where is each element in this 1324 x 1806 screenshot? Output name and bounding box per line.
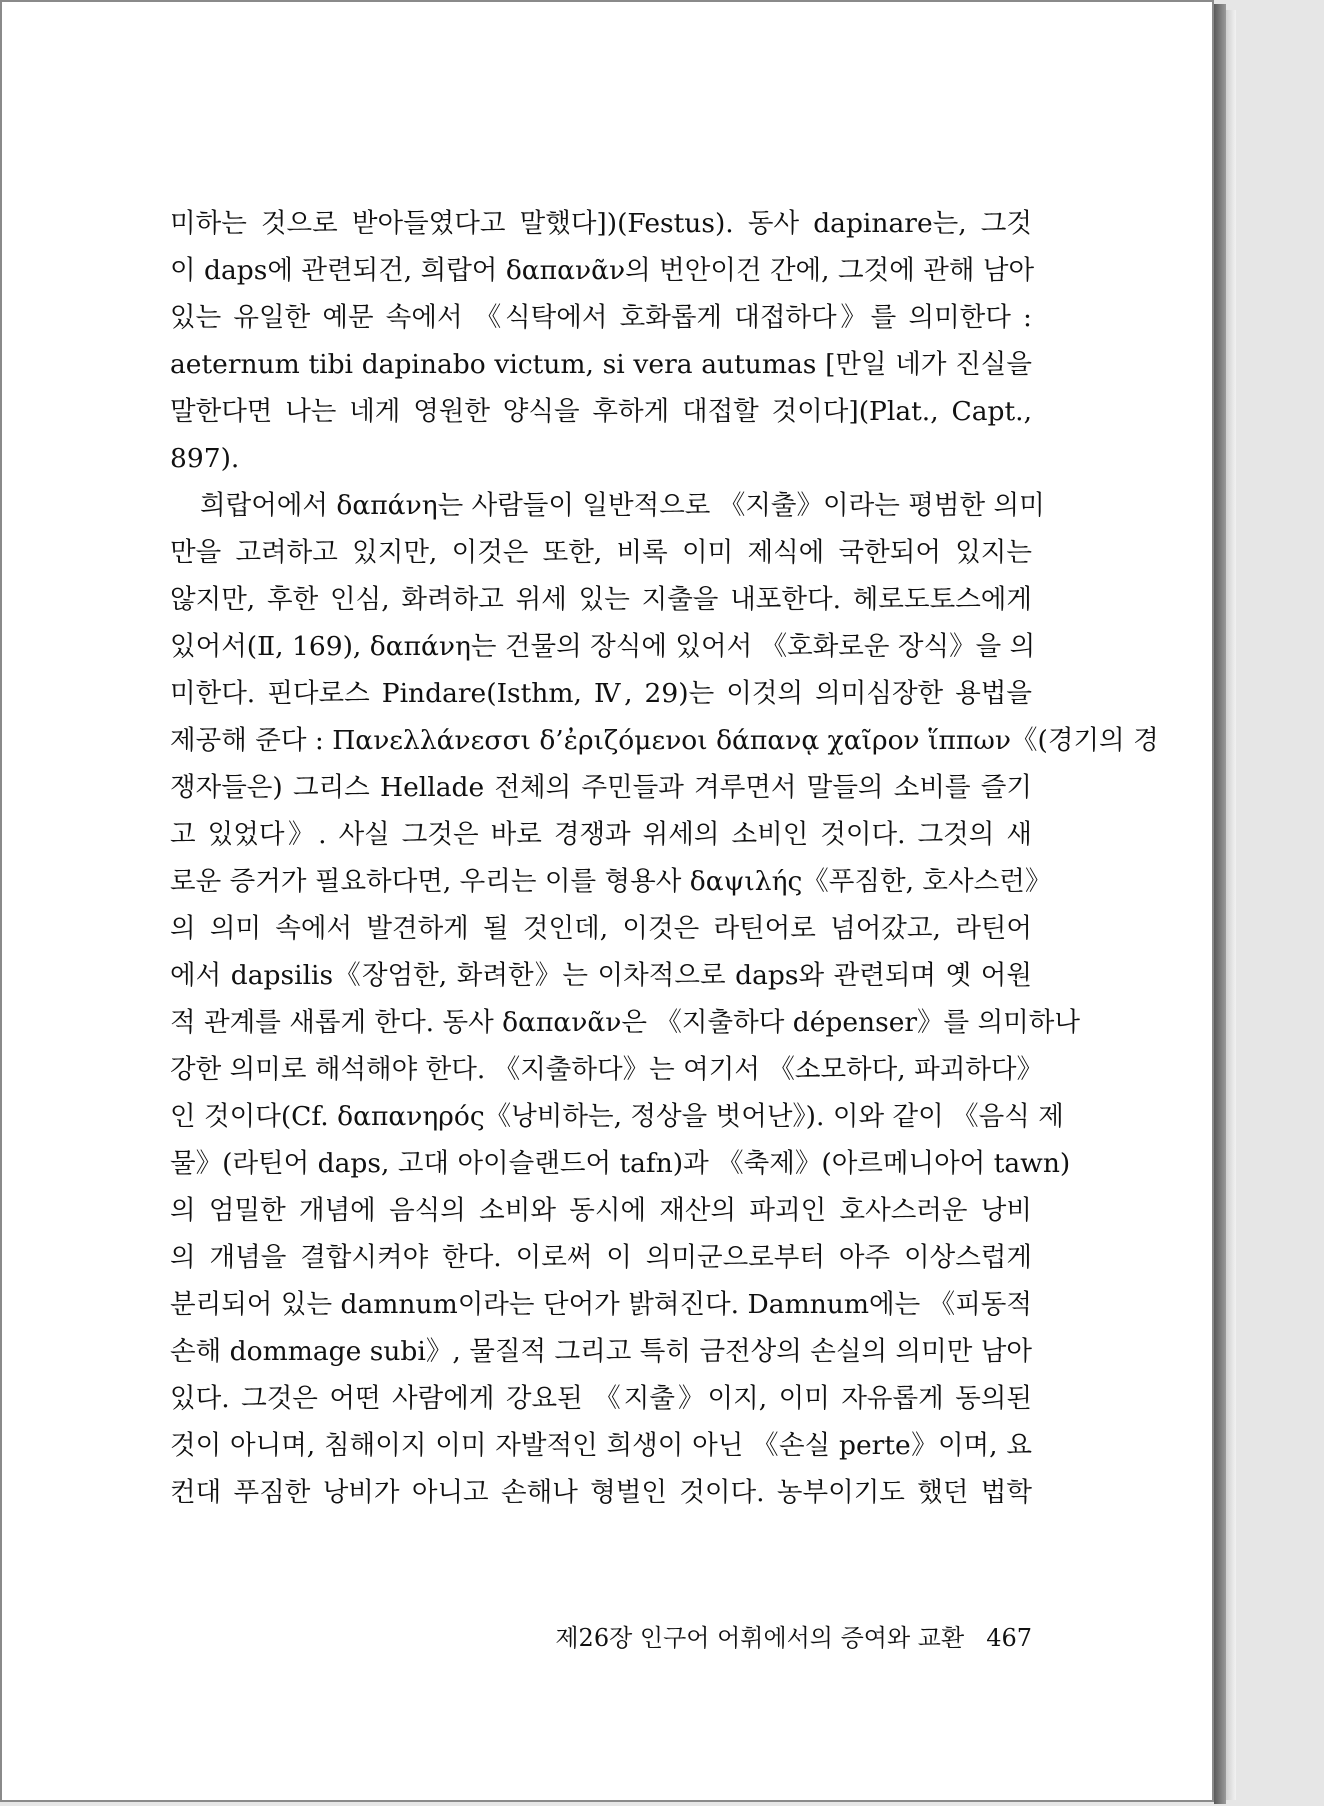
text-line: 미하는 것으로 받아들였다고 말했다])(Festus). 동사 dapinare는, 그것 bbox=[170, 208, 1032, 239]
running-footer bbox=[522, 1618, 1032, 1658]
text-line: 않지만, 후한 인심, 화려하고 위세 있는 지출을 내포한다. 헤로도토스에게 bbox=[170, 584, 1032, 615]
text-line: 만을 고려하고 있지만, 이것은 또한, 비록 이미 제식에 국한되어 있지는 bbox=[170, 537, 1032, 568]
text-line: 이 daps에 관련되건, 희랍어 δαπανᾶν의 번안이건 간에, 그것에 관해 남아 bbox=[170, 255, 1035, 286]
text-line: 고 있었다》. 사실 그것은 바로 경쟁과 위세의 소비인 것이다. 그것의 새 bbox=[170, 819, 1032, 850]
text-line: 말한다면 나는 네게 영원한 양식을 후하게 대접할 것이다](Plat., Capt., bbox=[170, 396, 1032, 427]
text-line: 미한다. 핀다로스 Pindare(Isthm, Ⅳ, 29)는 이것의 의미심장한 용법을 bbox=[170, 678, 1032, 709]
text-line: 희랍어에서 δαπάνη는 사람들이 일반적으로 《지출》이라는 평범한 의미 bbox=[200, 490, 1045, 521]
text-line: 분리되어 있는 damnum이라는 단어가 밝혀진다. Damnum에는 《피동적 bbox=[170, 1289, 1032, 1320]
text-line: 있어서(Ⅱ, 169), δαπάνη는 건물의 장식에 있어서 《호화로운 장식》을 의 bbox=[170, 631, 1036, 662]
text-line: 로운 증거가 필요하다면, 우리는 이를 형용사 δαψιλής《푸짐한, 호사스런》 bbox=[170, 866, 1052, 897]
chapter-title: 제26장 인구어 어휘에서의 증여와 교환 bbox=[555, 1624, 965, 1652]
text-line: 에서 dapsilis《장엄한, 화려한》는 이차적으로 daps와 관련되며 옛 어원 bbox=[170, 960, 1032, 991]
text-line: aeternum tibi dapinabo victum, si vera autumas [만일 네가 진실을 bbox=[170, 349, 1032, 380]
page-stack-edge bbox=[1226, 10, 1236, 1800]
page-number: 467 bbox=[986, 1624, 1032, 1652]
text-line: 것이 아니며, 침해이지 이미 자발적인 희생이 아닌 《손실 perte》이며, 요 bbox=[170, 1430, 1032, 1461]
body-text bbox=[170, 200, 1159, 1516]
text-line: 물》(라틴어 daps, 고대 아이슬랜드어 tafn)과 《축제》(아르메니아어 tawn) bbox=[170, 1148, 1071, 1179]
text-line: 손해 dommage subi》, 물질적 그리고 특히 금전상의 손실의 의미만 남아 bbox=[170, 1336, 1032, 1367]
page-edge-shadow bbox=[1214, 4, 1226, 1804]
text-line: 적 관계를 새롭게 한다. 동사 δαπανᾶν은 《지출하다 dépenser》를 의미하나 bbox=[170, 1007, 1080, 1038]
text-line: 인 것이다(Cf. δαπανηρός《낭비하는, 정상을 벗어난》). 이와 같이 《음식 제 bbox=[170, 1101, 1064, 1132]
text-line: 의 개념을 결합시켜야 한다. 이로써 이 의미군으로부터 아주 이상스럽게 bbox=[170, 1242, 1032, 1273]
text-line: 897). bbox=[170, 443, 240, 474]
text-line: 제공해 준다 : Πανελλάνεσσι δ’ἐριζόμενοι δάπανᾳ χαῖρον ἵππων《(경기의 경 bbox=[170, 725, 1159, 756]
text-line: 컨대 푸짐한 낭비가 아니고 손해나 형벌인 것이다. 농부이기도 했던 법학 bbox=[170, 1477, 1032, 1508]
text-line: 쟁자들은) 그리스 Hellade 전체의 주민들과 겨루면서 말들의 소비를 즐기 bbox=[170, 772, 1032, 803]
text-line: 의 엄밀한 개념에 음식의 소비와 동시에 재산의 파괴인 호사스러운 낭비 bbox=[170, 1195, 1032, 1226]
text-line: 의 의미 속에서 발견하게 될 것인데, 이것은 라틴어로 넘어갔고, 라틴어 bbox=[170, 913, 1032, 944]
text-line: 강한 의미로 해석해야 한다. 《지출하다》는 여기서 《소모하다, 파괴하다》 bbox=[170, 1054, 1043, 1085]
text-line: 있다. 그것은 어떤 사람에게 강요된 《지출》이지, 이미 자유롭게 동의된 bbox=[170, 1383, 1032, 1414]
text-line: 있는 유일한 예문 속에서 《식탁에서 호화롭게 대접하다》를 의미한다 : bbox=[170, 302, 1032, 333]
